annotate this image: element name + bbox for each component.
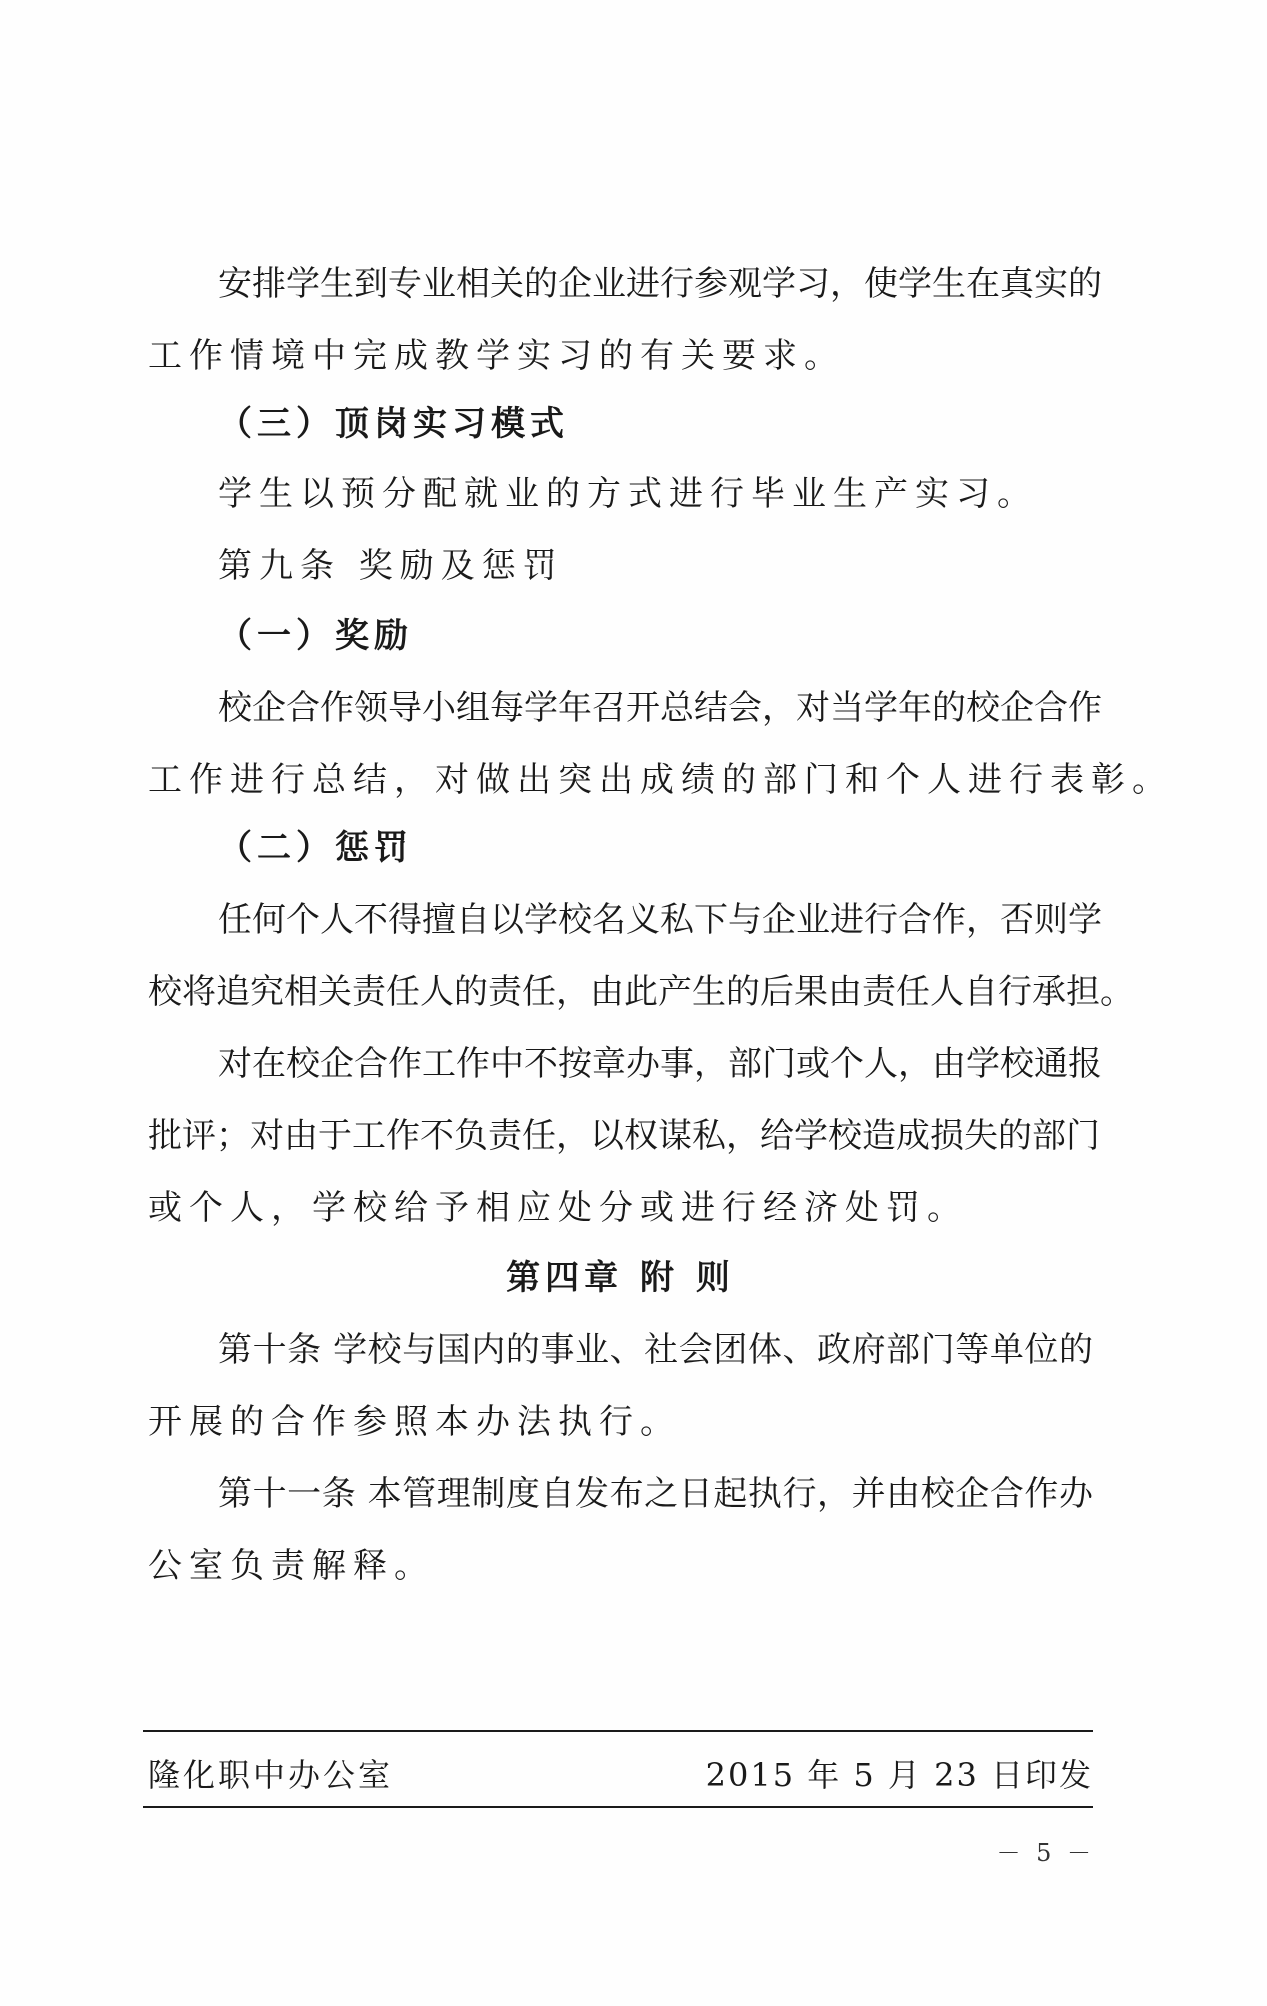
footer-bottom-rule [143,1806,1093,1808]
paragraph-line: 校企合作领导小组每学年召开总结会，对当学年的校企合作 [218,688,1102,728]
paragraph-line: 任何个人不得擅自以学校名义私下与企业进行合作，否则学 [218,900,1102,940]
paragraph-line: 校将追究相关责任人的责任，由此产生的后果由责任人自行承担。 [148,972,1134,1012]
chapter-heading: 第四章 附 则 [506,1258,735,1298]
paragraph-line: 或个人，学校给予相应处分或进行经济处罚。 [148,1188,968,1228]
footer-date: 2015 年 5 月 23 日印发 [705,1756,1093,1794]
section-heading: （三）顶岗实习模式 [218,404,569,444]
section-heading: （二）惩罚 [218,828,413,868]
paragraph-line: 公室负责解释。 [148,1546,435,1586]
paragraph-line: 第十一条 本管理制度自发布之日起执行，并由校企合作办 [218,1474,1093,1514]
paragraph-line: 工作进行总结，对做出突出成绩的部门和个人进行表彰。 [148,760,1173,800]
paragraph-line: 第十条 学校与国内的事业、社会团体、政府部门等单位的 [218,1330,1093,1370]
footer-issuer: 隆化职中办公室 [148,1756,394,1794]
page-number: － 5 － [996,1839,1095,1867]
paragraph-line: 学生以预分配就业的方式进行毕业生产实习。 [218,474,1038,514]
paragraph-line: 开展的合作参照本办法执行。 [148,1402,681,1442]
paragraph-line: 对在校企合作工作中不按章办事，部门或个人，由学校通报 [218,1044,1102,1084]
paragraph-line: 批评；对由于工作不负责任，以权谋私，给学校造成损失的部门 [148,1116,1100,1156]
section-heading: （一）奖励 [218,616,413,656]
article-heading: 第九条 奖励及惩罚 [218,546,564,586]
paragraph-line: 工作情境中完成教学实习的有关要求。 [148,336,845,376]
paragraph-line: 安排学生到专业相关的企业进行参观学习，使学生在真实的 [218,264,1102,304]
footer-top-rule [143,1730,1093,1732]
